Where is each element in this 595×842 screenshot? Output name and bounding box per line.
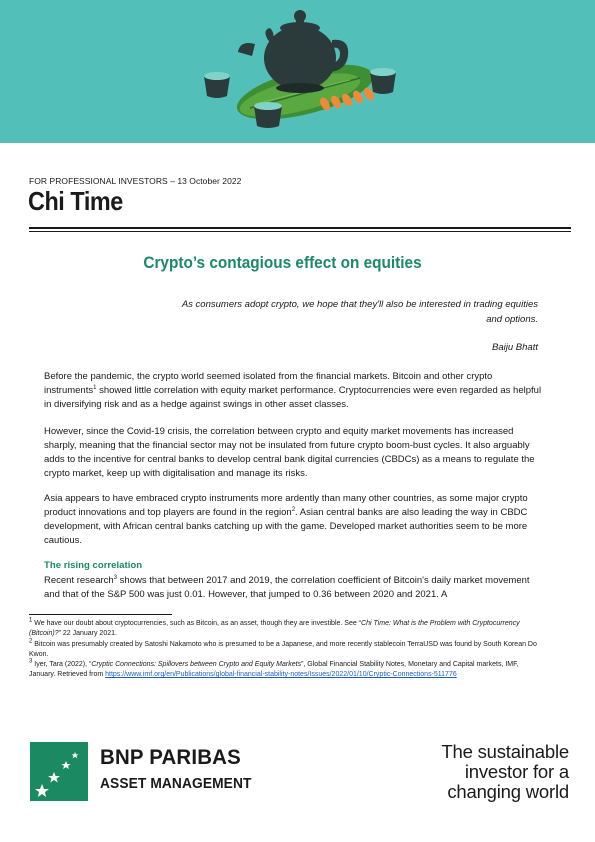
paragraph-3-text-a: Asia appears to have embraced crypto instruments more ardently than many other countries, as some major crypto product innovations and top players are found in the region (44, 493, 528, 518)
paragraph-4-text-a: Recent research (44, 575, 114, 586)
paragraph-2: However, since the Covid-19 crisis, the correlation between crypto and equity market movements has increased sharply, meaning that the financial sector may not be insulated from future crypto boom-bust cycles. It also arguably adds to the incentive for central banks to develop central bank digital currencies (CBDCs) as a means to regulate the crypto market, keep up with digitalisation and manage its risks. (44, 426, 535, 479)
footnote-2-number: 2 (29, 638, 33, 645)
footnote-2 (29, 640, 544, 661)
tagline-line-1: The sustainable (441, 741, 569, 762)
tagline-line-2: investor for a (464, 761, 569, 782)
paragraph-3 (44, 492, 544, 548)
paragraph-1 (44, 370, 544, 412)
footnote-1 (29, 619, 544, 640)
footnote-3-text-a: Iyer, Tara (2022), “ (32, 661, 92, 669)
footnote-ref-3: 3 (113, 574, 118, 581)
section-heading: The rising correlation (44, 560, 143, 571)
footnote-3-text-b: ”, Global Financial Stability Notes, Monetary and Capital markets, IMF, January. Retrieved from (29, 661, 519, 679)
footnote-1-title: Chi Time: What is the Problem with Cryptocurrency (Bitcoin)? (29, 620, 520, 638)
paragraph-1-text-b: showed little correlation with equity market performance. Cryptocurrencies were even regarded as helpful in diversifying risk and as a hedge against swings in other asset classes. (44, 385, 542, 410)
footnote-separator (29, 614, 172, 615)
teacup-left-icon (204, 72, 230, 98)
tagline-line-3: changing world (447, 781, 569, 802)
footnotes (29, 619, 544, 681)
paragraph-1-text-a: Before the pandemic, the crypto world seemed isolated from the financial markets. Bitcoin and other crypto instruments (44, 371, 493, 396)
paragraph-4-text-b: shows that between 2017 and 2019, the correlation coefficient of Bitcoin's daily market movement and that of the S&P 500 was just 0.01. However, that jumped to 0.36 between 2020 and 2021. A (44, 575, 530, 600)
footnote-3-number: 3 (29, 658, 33, 665)
footnote-1-text-a: We have our doubt about cryptocurrencies, such as Bitcoin, as an asset, though they are investible. See “ (32, 620, 362, 627)
brand-name: BNP PARIBAS (100, 745, 241, 769)
footnote-2-text: Bitcoin was presumably created by Satoshi Nakamoto who is presumed to be a Japanese, and more recently stablecoin TerraUSD was found by South Korean Do Kwon. (29, 640, 537, 658)
publication-masthead: Chi Time (28, 186, 123, 216)
footnote-3-title: Cryptic Connections: Spillovers between Crypto and Equity Markets (91, 661, 302, 669)
paragraph-4 (44, 574, 544, 602)
brand-tagline (441, 742, 569, 802)
masthead-rule-thin (29, 231, 571, 232)
footnote-3 (29, 660, 544, 681)
masthead-rule-thick (29, 227, 571, 229)
epigraph-author: Baiju Bhatt (492, 342, 538, 353)
teacup-bottom-icon (254, 102, 282, 128)
teacup-right-icon (370, 68, 396, 94)
stars-icon (30, 742, 88, 801)
article-title: Crypto’s contagious effect on equities (143, 254, 422, 272)
imf-source-link[interactable]: https://www.imf.org/en/Publications/global-financial-stability-notes/Issues/2022/01/10/Cryptic-Connections-511776 (105, 671, 457, 679)
footnote-ref-2: 2 (291, 506, 296, 513)
epigraph-quote: As consumers adopt crypto, we hope that they'll also be interested in trading equities and options. (181, 299, 538, 325)
teapot-illustration (0, 0, 595, 143)
paragraph-3-text-b: . Asian central banks are also leading the way in CBDC development, with African central banks catching up with the game. Developed market authorities seem to be more cautious. (44, 507, 528, 546)
brand-subline: ASSET MANAGEMENT (100, 776, 252, 792)
bnp-stars-logo (30, 742, 88, 801)
footnote-1-text-b: ” 22 January 2021. (58, 630, 117, 638)
hero-banner (0, 0, 595, 143)
audience-date-line: FOR PROFESSIONAL INVESTORS – 13 October 2022 (29, 176, 242, 186)
footnote-ref-1: 1 (93, 384, 97, 391)
footnote-1-number: 1 (29, 617, 33, 624)
